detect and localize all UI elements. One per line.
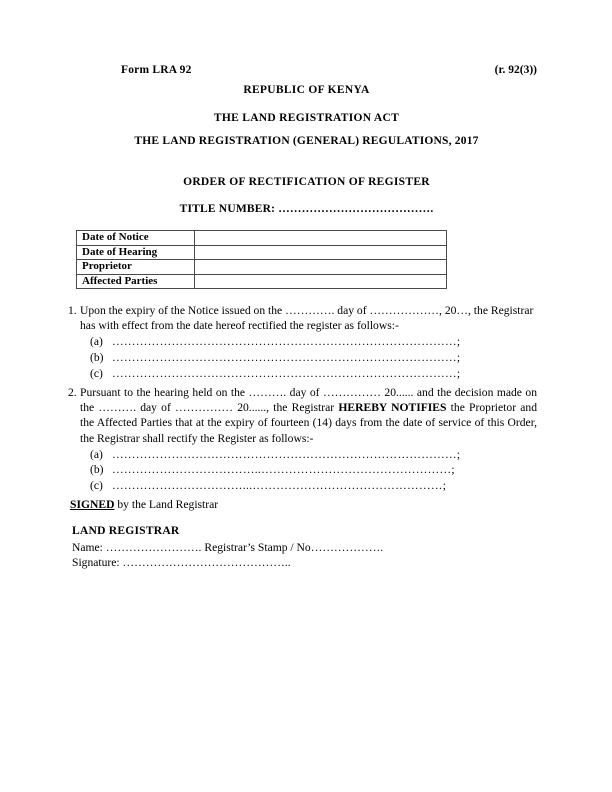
table-row (77, 260, 447, 275)
registrar-name-field[interactable]: Name: ……………………. Registrar’s Stamp / No………………. (72, 541, 384, 554)
clause-2-sub-a-fill[interactable]: ……………………………………………………………………………; (112, 447, 461, 461)
clause-1-sublist (68, 334, 537, 381)
clause-1-text (80, 303, 537, 333)
row-label-date-of-hearing: Date of Hearing (77, 245, 195, 260)
clause-2-number: 2. (68, 386, 77, 399)
row-label-date-of-notice: Date of Notice (77, 231, 195, 246)
clause-1-number: 1. (68, 304, 77, 317)
clause-1-sub-c-fill[interactable]: ……………………………………………………………………………; (112, 366, 461, 380)
table-row (77, 231, 447, 246)
clause-2-body (68, 385, 537, 446)
signed-by-text: by the Land Registrar (114, 498, 219, 511)
registrar-signature-field[interactable]: Signature: …………………………………….. (72, 556, 291, 569)
page-title: ORDER OF RECTIFICATION OF REGISTER (183, 176, 430, 188)
row-value-proprietor[interactable] (195, 260, 447, 275)
row-label-proprietor: Proprietor (77, 260, 195, 275)
act-heading: THE LAND REGISTRATION ACT (213, 112, 400, 124)
clause-2-emphasis: HEREBY NOTIFIES (338, 401, 447, 415)
info-table (76, 230, 447, 289)
row-label-affected-parties: Affected Parties (77, 274, 195, 289)
clause-1-sub-a-fill[interactable]: ……………………………………………………………………………; (112, 335, 461, 349)
list-item (90, 478, 537, 494)
clause-1-sub-b-label: (b) (90, 351, 104, 364)
clause-2-sub-c-fill[interactable]: ……………………………...…………………………………………; (112, 479, 447, 492)
row-value-affected-parties[interactable] (195, 274, 447, 289)
list-item (90, 447, 537, 463)
regulations-heading: THE LAND REGISTRATION (GENERAL) REGULATIONS, 2017 (134, 135, 479, 147)
table-row (77, 245, 447, 260)
row-value-date-of-hearing[interactable] (195, 245, 447, 260)
list-item (90, 366, 537, 382)
form-header-row (76, 64, 537, 76)
row-value-date-of-notice[interactable] (195, 231, 447, 246)
clause-2-sub-c-label: (c) (90, 479, 103, 492)
land-registrar-heading: LAND REGISTRAR (72, 524, 180, 537)
clause-1-sub-a-label: (a) (90, 335, 103, 349)
title-number-field: TITLE NUMBER: …………………………………. (179, 203, 434, 215)
signed-by-line (70, 498, 218, 511)
rule-reference: (r. 92(3)) (494, 64, 537, 76)
country-heading: REPUBLIC OF KENYA (243, 84, 370, 96)
clause-2-text-after: the Proprietor and the Affected Parties that at the expiry of fourteen (14) days from the date of service of this Order, the Registrar shall rectify the Register as follows:- (80, 401, 537, 445)
list-item (90, 350, 537, 366)
info-table-body (77, 231, 447, 289)
clause-2-text-before: Pursuant to the hearing held on the ………. day of …………… 20...... and the decision made on the ………. day of …………… 20......, the Registrar (80, 386, 537, 415)
clause-2 (68, 385, 537, 494)
clause-2-sub-a-label: (a) (90, 447, 103, 461)
clause-1-sub-c-label: (c) (90, 366, 103, 380)
form-code: Form LRA 92 (121, 64, 192, 76)
clause-2-sub-b-label: (b) (90, 463, 104, 477)
clause-2-text (80, 385, 537, 446)
clause-2-sub-b-fill[interactable]: ………………………………..…………………………………………; (112, 463, 455, 477)
clause-1 (68, 303, 537, 381)
clause-1-sub-b-fill[interactable]: ……………………………………………………………………………; (112, 351, 461, 364)
signed-keyword: SIGNED (70, 498, 115, 511)
clause-2-sublist (68, 447, 537, 494)
clause-1-text-main: Upon the expiry of the Notice issued on the …………. day of ………………, 20…, the Registrar has with effect from the date hereof rectified the register as follows:- (80, 304, 534, 333)
list-item (90, 462, 537, 478)
clause-1-body (68, 303, 537, 333)
list-item (90, 334, 537, 350)
table-row (77, 274, 447, 289)
